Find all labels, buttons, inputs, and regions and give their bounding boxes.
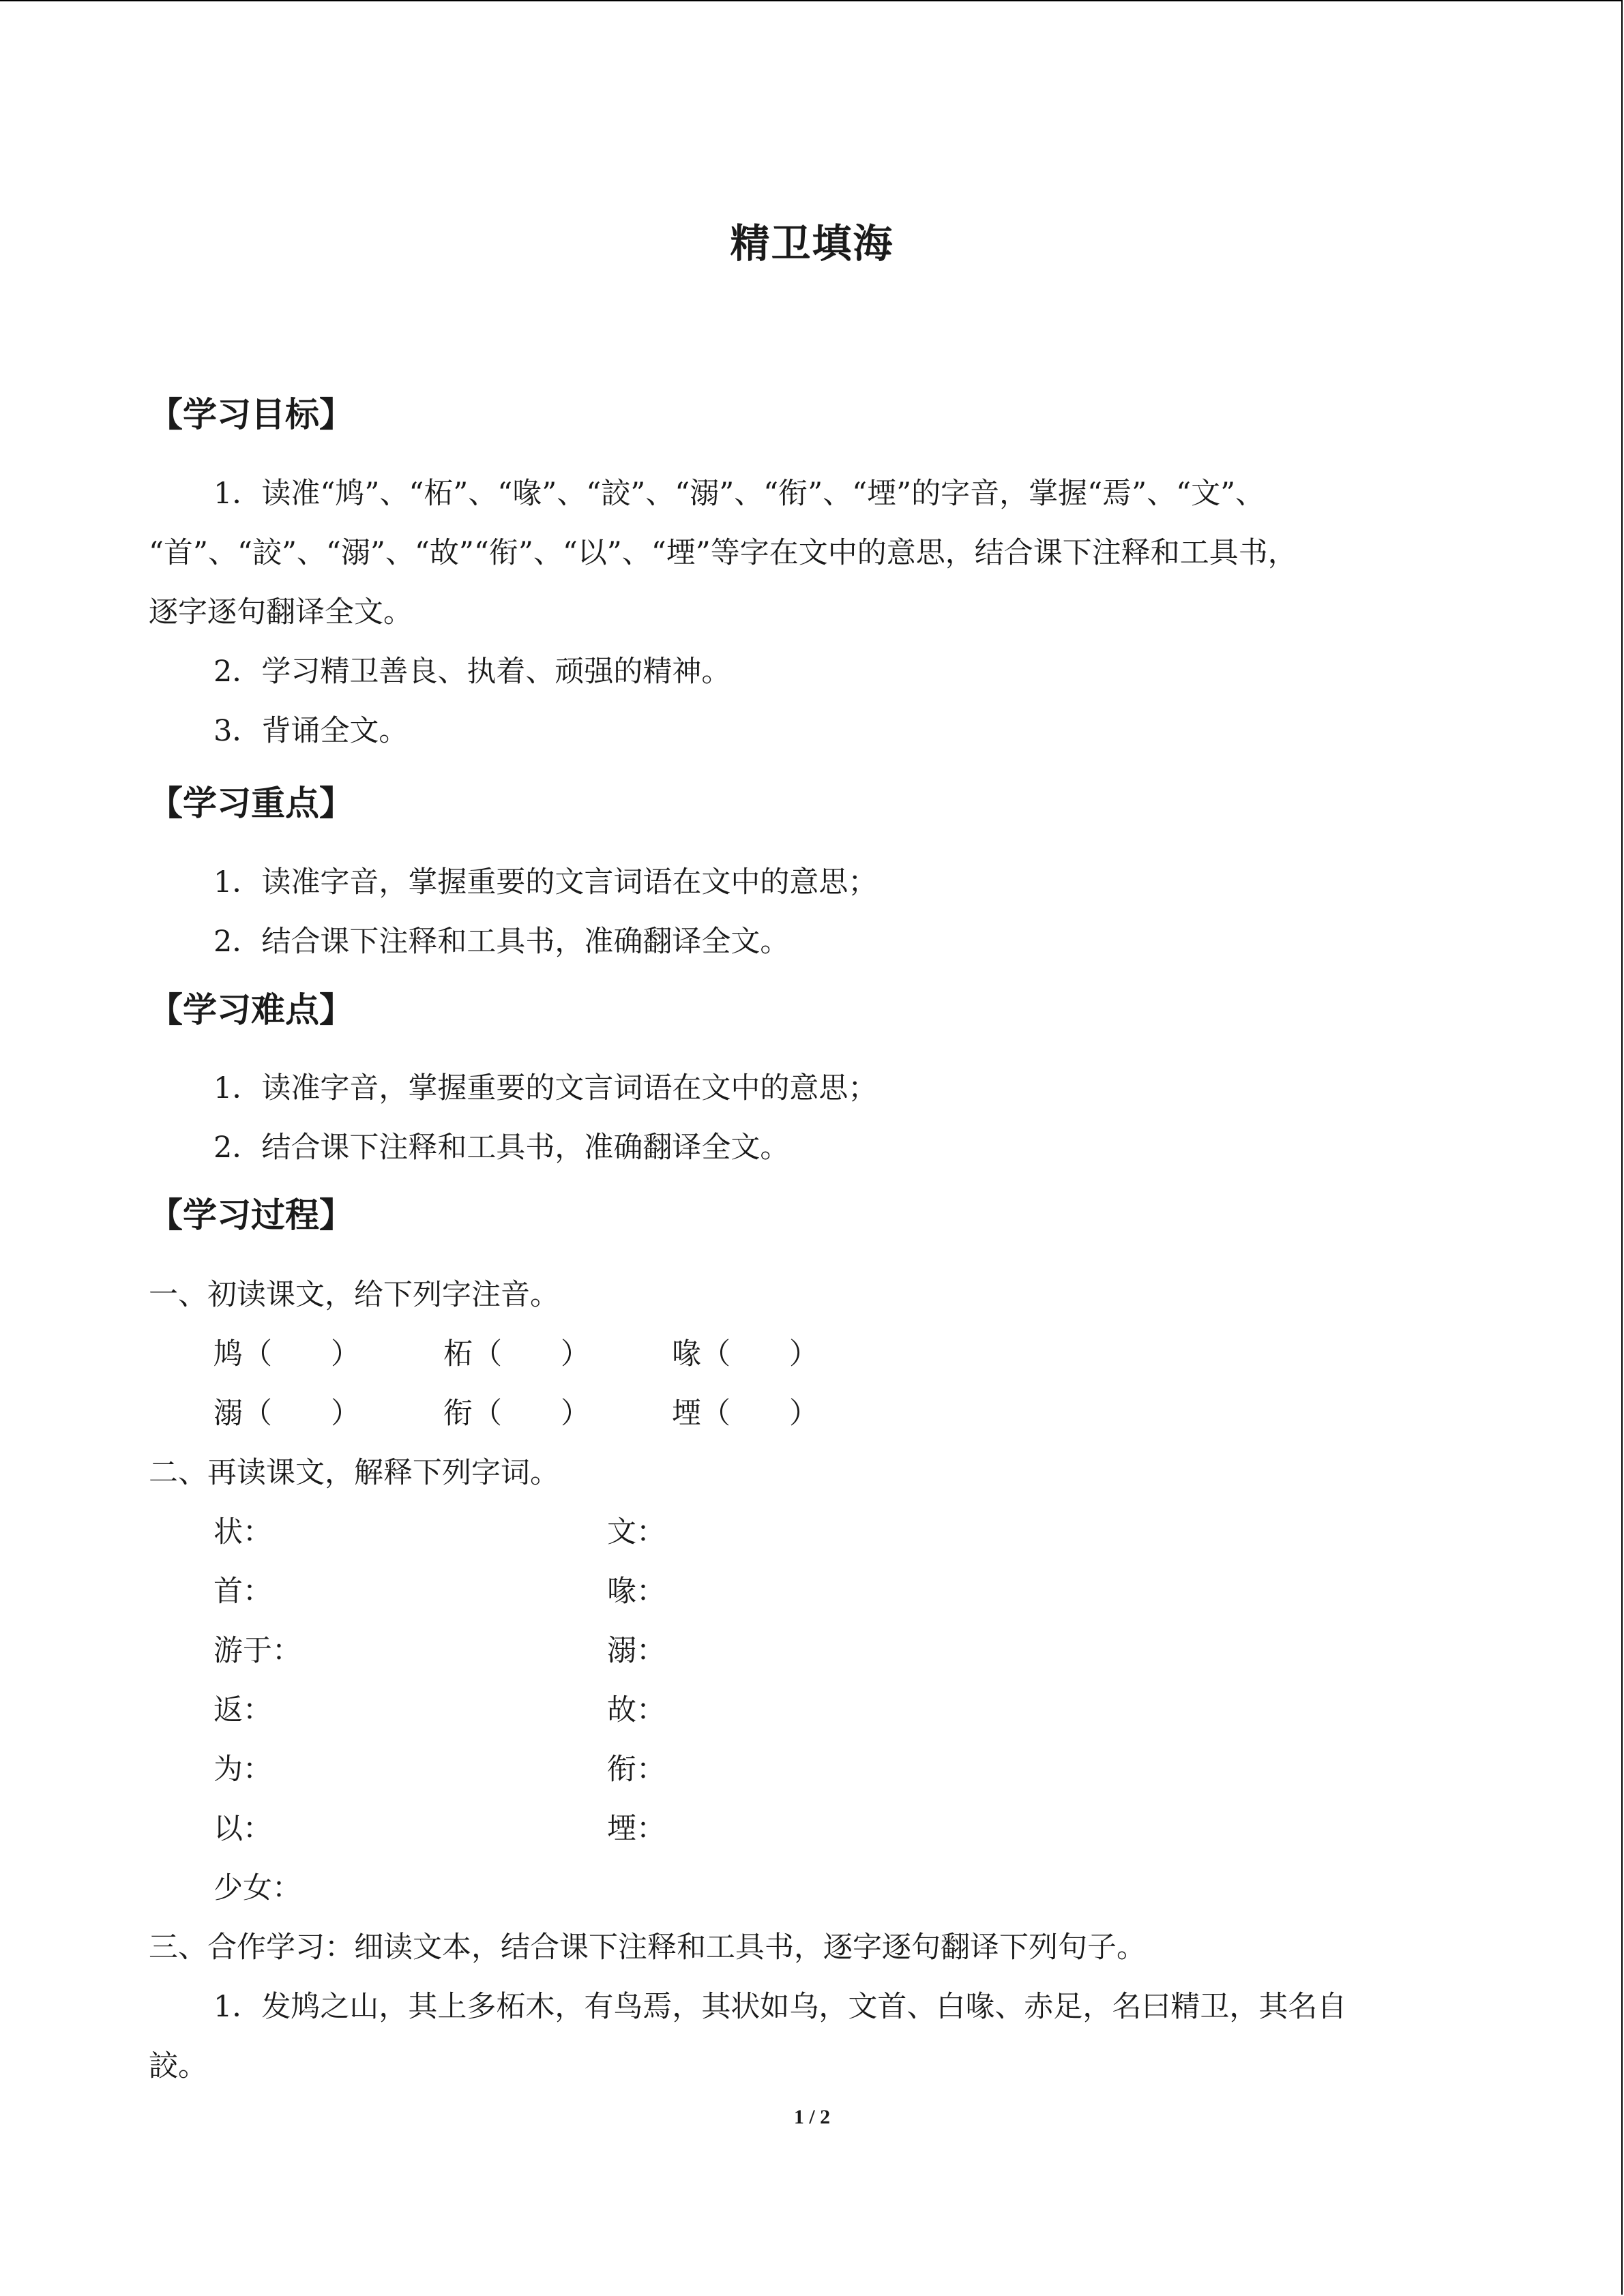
goal-item-2: 2．学习精卫善良、执着、顽强的精神。 bbox=[213, 655, 731, 689]
process-part-1-prompt: 一、初读课文，给下列字注音。 bbox=[149, 1278, 559, 1312]
pinyin-blank-jiu: 鸠（ ） bbox=[213, 1337, 360, 1371]
page-title: 精卫填海 bbox=[730, 220, 894, 267]
term-left-2: 首： bbox=[213, 1575, 272, 1609]
section-heading-key-points: 【学习重点】 bbox=[149, 784, 353, 823]
difficulty-item-2: 2．结合课下注释和工具书，准确翻译全文。 bbox=[213, 1131, 790, 1165]
page-number: 1 / 2 bbox=[793, 2106, 831, 2128]
pinyin-blank-xian: 衔（ ） bbox=[443, 1397, 590, 1431]
goal-item-1-line-1: 1．读准“鸠”、“柘”、“喙”、“詨”、“溺”、“衔”、“堙”的字音，掌握“焉”、“文”、 bbox=[213, 477, 1265, 511]
term-left-6: 以： bbox=[213, 1812, 272, 1846]
process-part-3-prompt: 三、合作学习：细读文本，结合课下注释和工具书，逐字逐句翻译下列句子。 bbox=[149, 1930, 1146, 1965]
term-right-4: 故： bbox=[607, 1693, 666, 1727]
pinyin-blank-yin: 堙（ ） bbox=[672, 1397, 818, 1431]
term-left-1: 状： bbox=[213, 1515, 272, 1549]
term-left-4: 返： bbox=[213, 1693, 272, 1727]
goal-item-1-line-3: 逐字逐句翻译全文。 bbox=[149, 595, 413, 629]
pinyin-blank-hui: 喙（ ） bbox=[672, 1337, 818, 1371]
goal-item-1-line-2: “首”、“詨”、“溺”、“故”“衔”、“以”、“堙”等字在文中的意思，结合课下注释和工具书， bbox=[149, 536, 1297, 570]
pinyin-blank-ni: 溺（ ） bbox=[213, 1397, 360, 1431]
term-right-1: 文： bbox=[607, 1515, 666, 1549]
goal-item-3: 3．背诵全文。 bbox=[213, 714, 409, 748]
section-heading-process: 【学习过程】 bbox=[149, 1195, 353, 1235]
translation-sentence-1-line-2: 詨。 bbox=[149, 2049, 207, 2083]
term-right-5: 衔： bbox=[607, 1753, 666, 1787]
term-right-2: 喙： bbox=[607, 1575, 666, 1609]
term-left-7: 少女： bbox=[213, 1871, 301, 1905]
term-left-5: 为： bbox=[213, 1753, 272, 1787]
term-right-6: 堙： bbox=[607, 1812, 666, 1846]
pinyin-blank-zhe: 柘（ ） bbox=[443, 1337, 590, 1371]
key-point-item-1: 1．读准字音，掌握重要的文言词语在文中的意思； bbox=[213, 865, 878, 899]
term-left-3: 游于： bbox=[213, 1634, 301, 1668]
difficulty-item-1: 1．读准字音，掌握重要的文言词语在文中的意思； bbox=[213, 1071, 878, 1105]
section-heading-difficulties: 【学习难点】 bbox=[149, 990, 353, 1030]
translation-sentence-1-line-1: 1．发鸠之山，其上多柘木，有鸟焉，其状如乌，文首、白喙、赤足，名曰精卫，其名自 bbox=[213, 1990, 1347, 2024]
process-part-2-prompt: 二、再读课文，解释下列字词。 bbox=[149, 1456, 559, 1490]
term-right-3: 溺： bbox=[607, 1634, 666, 1668]
section-heading-goals: 【学习目标】 bbox=[149, 395, 353, 434]
key-point-item-2: 2．结合课下注释和工具书，准确翻译全文。 bbox=[213, 925, 790, 959]
